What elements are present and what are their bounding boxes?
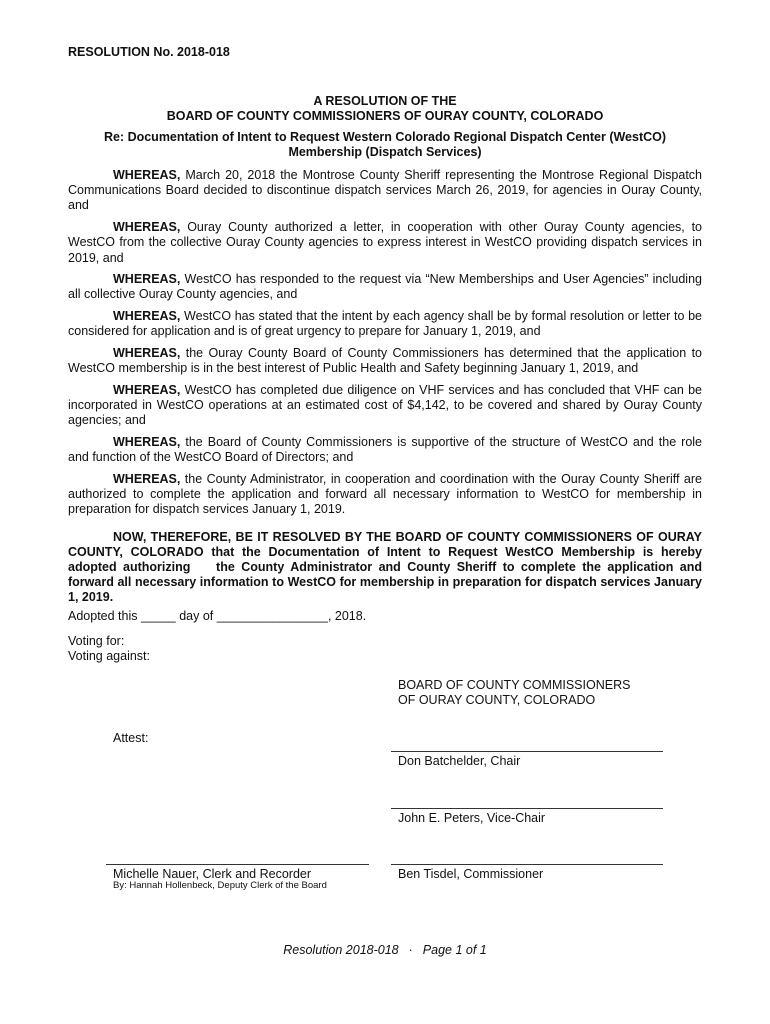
whereas-label: WHEREAS, xyxy=(113,382,181,397)
whereas-clause xyxy=(68,309,702,339)
vice-chair-name: John E. Peters, Vice-Chair xyxy=(398,811,546,825)
whereas-clause xyxy=(68,472,702,518)
footer-page-number: Page 1 of 1 xyxy=(422,943,487,957)
whereas-label: WHEREAS, xyxy=(113,309,181,324)
re-subject-line: Re: Documentation of Intent to Request Western Colorado Regional Dispatch Center (WestCO) Membership (Dispatch Services) xyxy=(103,130,667,159)
whereas-clause xyxy=(68,272,702,302)
clerk-name: Michelle Nauer, Clerk and Recorder xyxy=(113,867,312,881)
resolution-body xyxy=(68,168,706,612)
whereas-text: WestCO has responded to the request via “New Memberships and User Agencies” including all collective Ouray County agencies, and xyxy=(68,272,702,302)
footer-separator: · xyxy=(408,943,413,957)
whereas-label: WHEREAS, xyxy=(113,168,181,182)
whereas-clause xyxy=(68,346,702,376)
chair-signature-line xyxy=(391,751,663,752)
board-line-1: BOARD OF COUNTY COMMISSIONERS xyxy=(398,678,631,692)
whereas-clause xyxy=(68,435,702,465)
vice-chair-signature-line xyxy=(391,808,663,809)
clerk-signature-line xyxy=(106,864,369,865)
deputy-clerk-line: By: Hannah Hollenbeck, Deputy Clerk of the Board xyxy=(113,880,327,891)
chair-name: Don Batchelder, Chair xyxy=(398,754,521,768)
resolved-clause: NOW, THEREFORE, BE IT RESOLVED BY THE BOARD OF COUNTY COMMISSIONERS OF OURAY COUNTY, COLORADO that the Documentation of Intent to Request WestCO Membership is hereby adopted authorizing the County Administrator and County Sheriff to complete the application and forward all necessary information to WestCO for membership in preparation for dispatch services January 1, 2019. xyxy=(68,529,706,605)
whereas-label: WHEREAS, xyxy=(113,272,181,287)
commissioner-signature-line xyxy=(391,864,663,865)
whereas-clause xyxy=(68,220,702,266)
whereas-text: WestCO has completed due diligence on VHF services and has concluded that VHF can be incorporated in WestCO operations at an estimated cost of $4,142, to be covered and shared by Ouray County agencies; and xyxy=(68,382,702,428)
page-footer xyxy=(0,943,770,957)
voting-block xyxy=(68,634,150,664)
whereas-label: WHEREAS, xyxy=(113,435,181,450)
board-heading xyxy=(398,678,630,708)
voting-against: Voting against: xyxy=(68,649,151,663)
commissioner-name: Ben Tisdel, Commissioner xyxy=(398,867,544,881)
whereas-text: the Ouray County Board of County Commissioners has determined that the application to WestCO membership is in the best interest of Public Health and Safety beginning January 1, 2019, and xyxy=(68,346,702,376)
whereas-clause xyxy=(68,383,702,429)
whereas-label: WHEREAS, xyxy=(113,346,181,361)
adopted-line: Adopted this _____ day of ________________, 2018. xyxy=(68,609,367,623)
board-line-2: OF OURAY COUNTY, COLORADO xyxy=(398,693,596,707)
whereas-text: the Board of County Commissioners is supportive of the structure of WestCO and the role and function of the WestCO Board of Directors; and xyxy=(68,435,702,465)
whereas-clause xyxy=(68,168,702,214)
footer-resolution: Resolution 2018-018 xyxy=(283,943,399,957)
voting-for: Voting for: xyxy=(68,634,125,648)
title-line-2: BOARD OF COUNTY COMMISSIONERS OF OURAY COUNTY, COLORADO xyxy=(166,109,604,123)
resolution-number: RESOLUTION No. 2018-018 xyxy=(68,45,230,59)
title-line-1: A RESOLUTION OF THE xyxy=(313,94,457,108)
whereas-text: Ouray County authorized a letter, in cooperation with other Ouray County agencies, to WestCO from the collective Ouray County agencies to express interest in WestCO providing dispatch services in 2019, and xyxy=(68,220,702,265)
whereas-text: the County Administrator, in cooperation and coordination with the Ouray County Sheriff are authorized to complete the application and forward all necessary information to WestCO for membership in preparation for dispatch services January 1, 2019. xyxy=(68,471,702,517)
whereas-label: WHEREAS, xyxy=(113,471,181,486)
attest-label: Attest: xyxy=(113,731,149,745)
document-title xyxy=(68,94,702,124)
whereas-text: WestCO has stated that the intent by each agency shall be by formal resolution or letter to be considered for application and is of great urgency to prepare for January 1, 2019, and xyxy=(68,309,702,339)
whereas-text: March 20, 2018 the Montrose County Sheriff representing the Montrose Regional Dispatch Communications Board decided to discontinue dispatch services March 26, 2019, for agencies in Ouray County, and xyxy=(68,168,702,213)
whereas-label: WHEREAS, xyxy=(113,220,181,235)
